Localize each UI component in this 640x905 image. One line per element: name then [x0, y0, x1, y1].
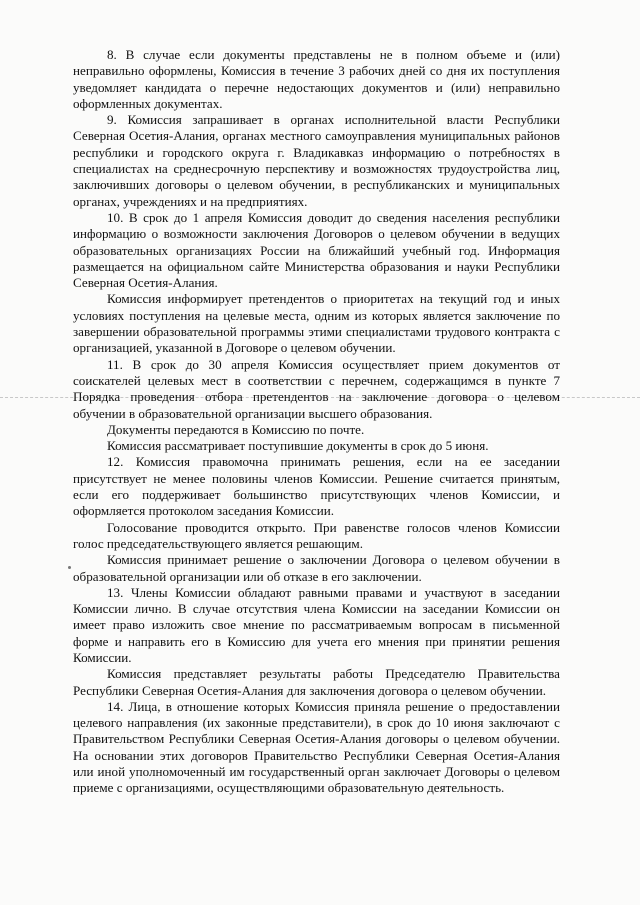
paragraph-11-review: Комиссия рассматривает поступившие документы в срок до 5 июня.	[107, 438, 489, 454]
paragraph-11-mail: Документы передаются в Комиссию по почте.	[107, 421, 365, 437]
paragraph-13: 13. Члены Комиссии обладают равными правами и участвуют в заседании Комиссии лично. В случае отсутствия члена Комиссии на заседании Комиссии он имеет право изложить свое мнение по рассматриваемым вопросам в письменной форме и направить его в Комиссию для учета его мнения при принятии решения Комиссии.	[73, 584, 560, 665]
paragraph-8: 8. В случае если документы представлены не в полном объеме и (или) неправильно оформлены, Комиссия в течение 3 рабочих дней со дня их поступления уведомляет кандидата о перечне недостающих документов и (или) неправильно оформленных документах.	[73, 47, 560, 111]
paragraph-12-decision: Комиссия принимает решение о заключении Договора о целевом обучении в образовательной организации или об отказе в его заключении.	[73, 552, 560, 584]
paragraph-10-info: Комиссия информирует претендентов о приоритетах на текущий год и иных условиях поступления на целевые места, одним из которых является заключение по завершении образовательной программы этими специалистами трудового контракта с организацией, указанной в Договоре о целевом обучении.	[73, 291, 560, 356]
paragraph-12: 12. Комиссия правомочна принимать решения, если на ее заседании присутствует не менее половины членов Комиссии. Решение считается принятым, если его поддерживает большинство присутствующих членов Комиссии, и оформляется протоколом заседания Комиссии.	[73, 454, 560, 519]
paragraph-9: 9. Комиссия запрашивает в органах исполнительной власти Республики Северная Осетия-Алания, органах местного самоуправления муниципальных районов республики и городского округа г. Владикавказ информацию о потребностях в специалистах на среднесрочную перспективу и возможностях трудоустройства лиц, заключивших договоры о целевом обучении, в республиканских и муниципальных органах, учреждениях и на предприятиях.	[73, 112, 560, 209]
paragraph-10: 10. В срок до 1 апреля Комиссия доводит до сведения населения республики информацию о возможности заключения Договоров о целевом обучении в ведущих образовательных организациях России на ближайший учебный год. Информация размещается на официальном сайте Министерства образования и науки Республики Северная Осетия-Алания.	[73, 209, 560, 291]
paragraph-12-voting: Голосование проводится открыто. При равенстве голосов членов Комиссии голос председательствующего является решающим.	[73, 519, 560, 551]
paragraph-14: 14. Лица, в отношение которых Комиссия приняла решение о предоставлении целевого направления (их законные представители), в срок до 10 июня заключают с Правительством Республики Северная Осетия-Алания договоры о целевом обучении. На основании этих договоров Правительство Республики Северная Осетия-Алания или иной уполномоченный им государственный орган заключает Договоры о целевом приеме с организациями, осуществляющими образовательную деятельность.	[73, 698, 560, 796]
paragraph-13-results: Комиссия представляет результаты работы Председателю Правительства Республики Северная Осетия-Алания для заключения договора о целевом обучении.	[73, 666, 560, 698]
document-body	[73, 47, 560, 797]
scan-artifact-dot	[68, 566, 71, 569]
paragraph-11: 11. В срок до 30 апреля Комиссия осуществляет прием документов от соискателей целевых мест в соответствии с перечнем, содержащимся в пункте 7 Порядка проведения отбора претендентов на заключение договора о целевом обучении в образовательной организации высшего образования.	[73, 356, 560, 421]
